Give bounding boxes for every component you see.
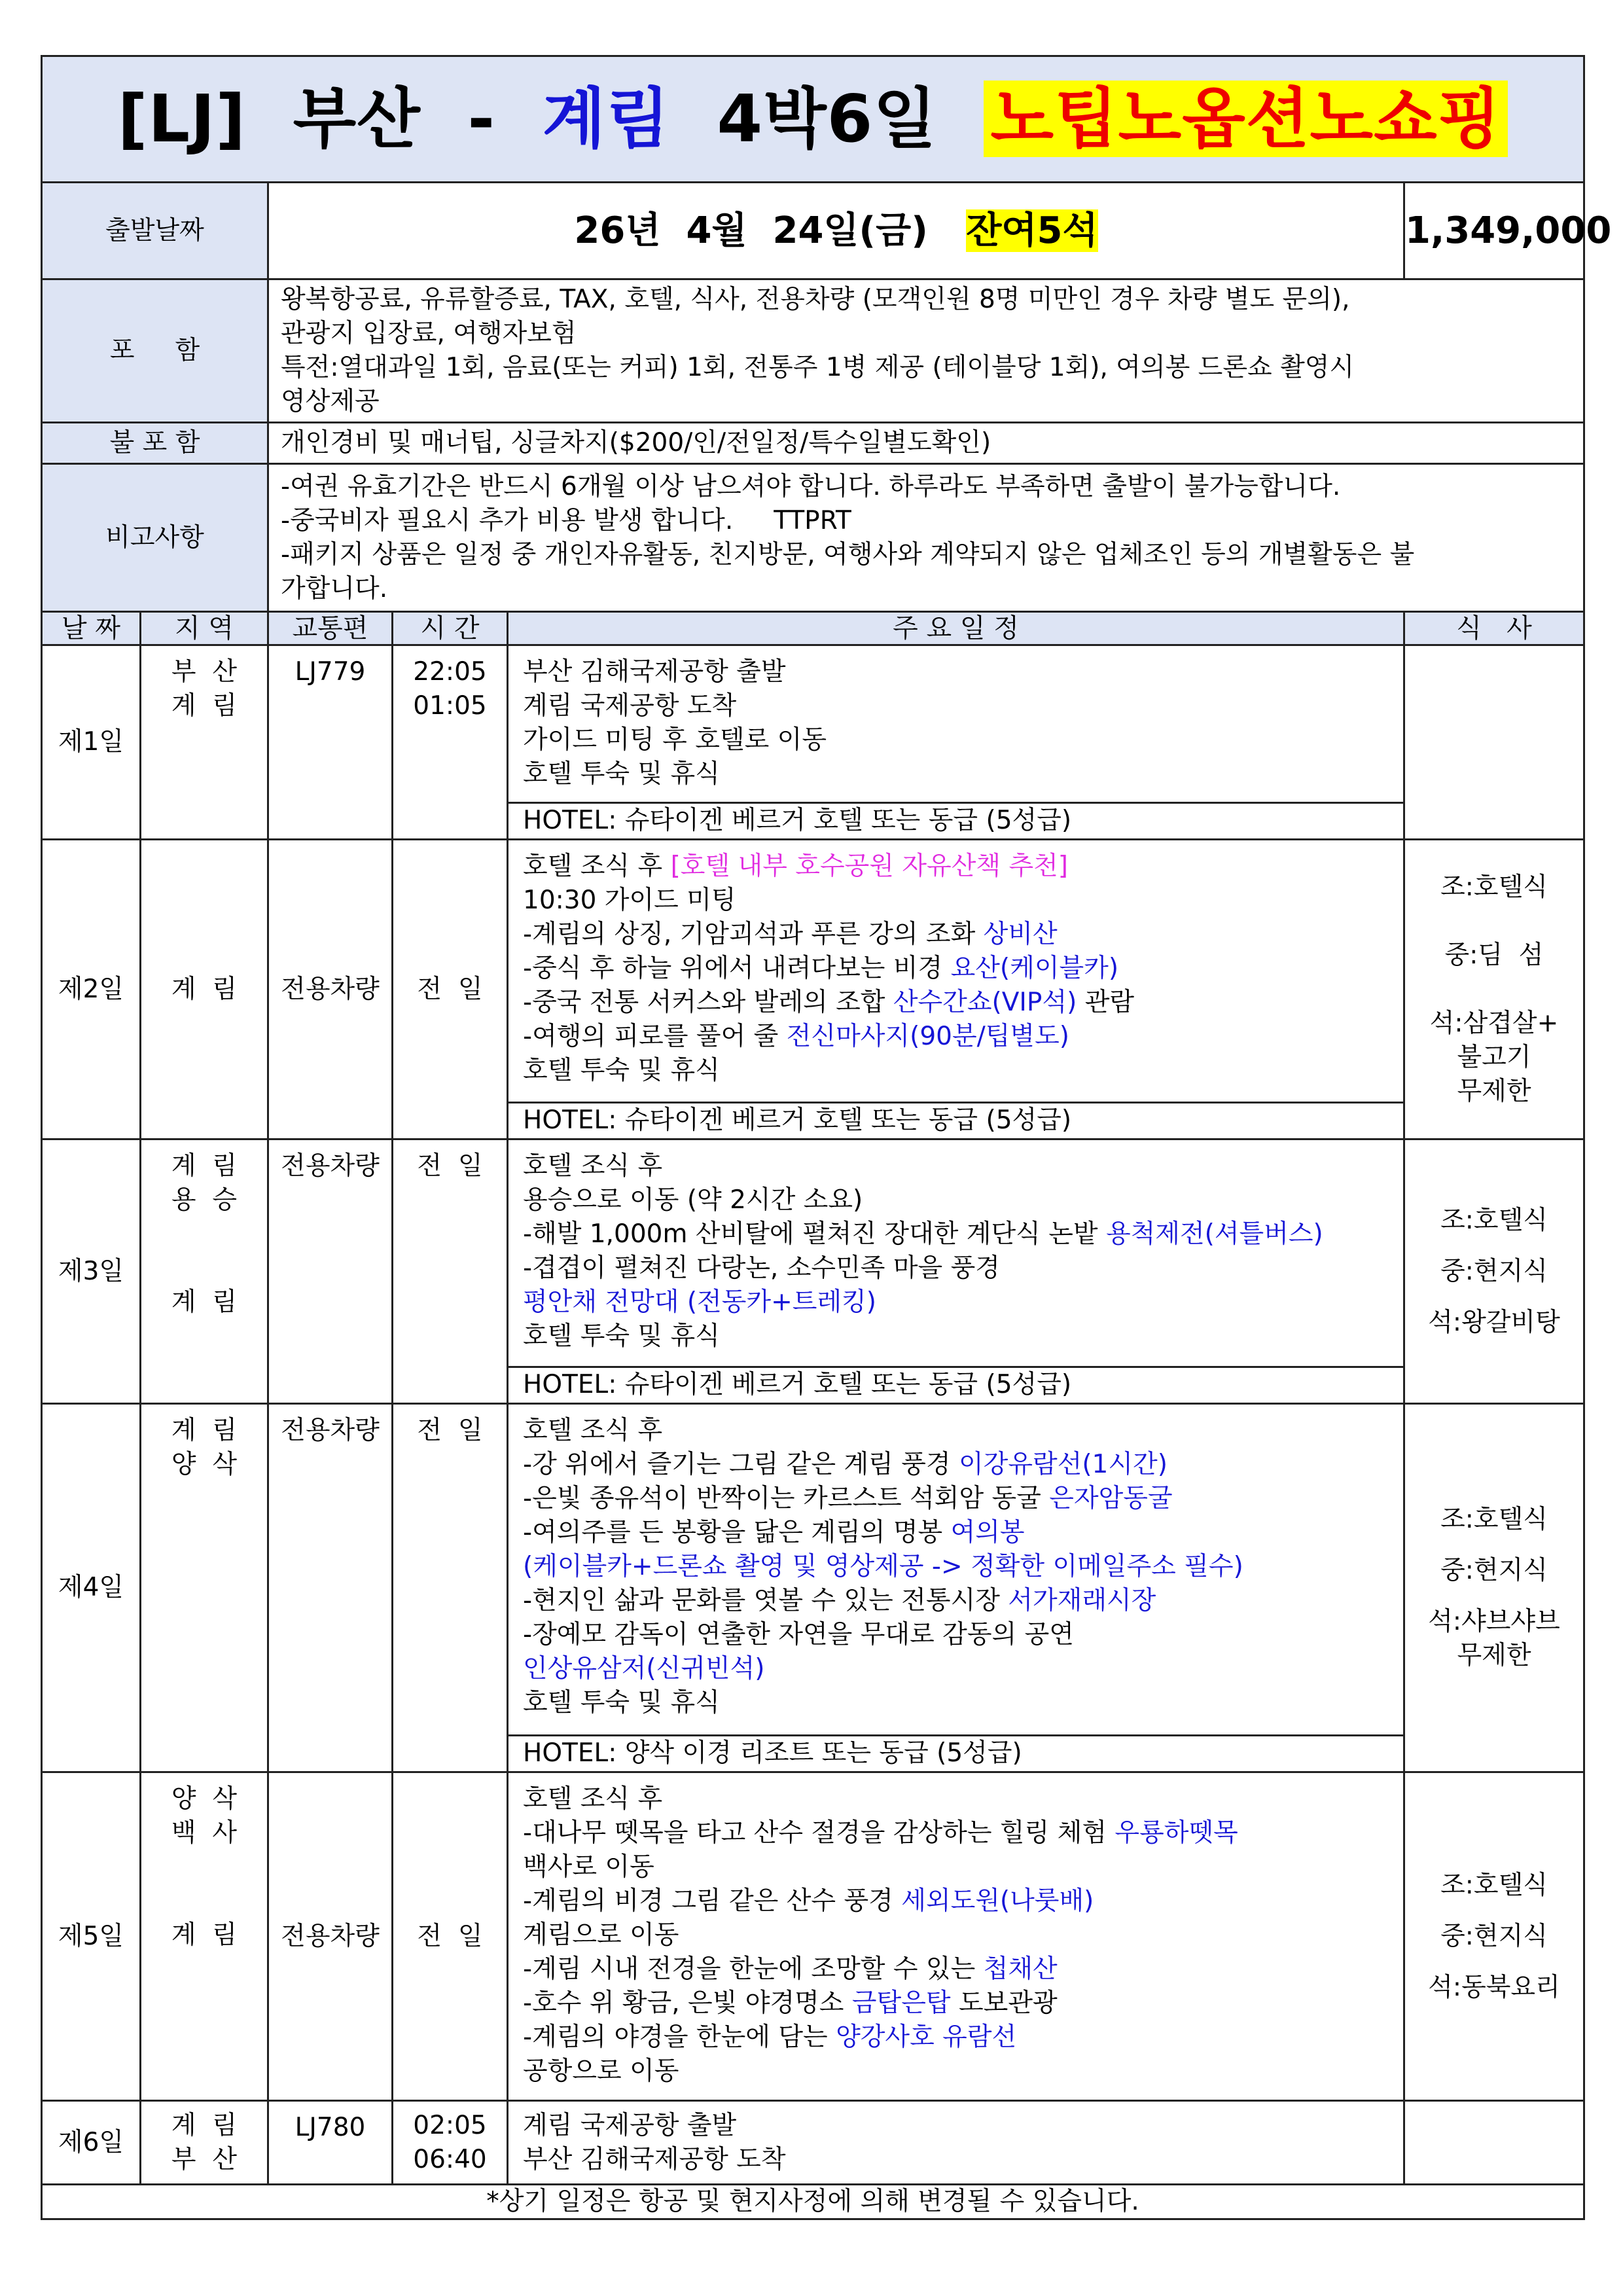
- schedule-line: 계림으로 이동: [523, 1920, 679, 1950]
- region-name: 계 림: [171, 1287, 238, 1317]
- time-value: 전 일: [393, 1139, 508, 1404]
- schedule-highlight: [호텔 내부 호수공원 자유산책 추천]: [670, 852, 1069, 881]
- schedule-line: 계림 국제공항 도착: [523, 691, 737, 721]
- schedule-text: -중식 후 하늘 위에서 내려다보는 비경: [523, 954, 951, 983]
- time-value: 전 일: [393, 1772, 508, 2101]
- meal-breakfast: 조:호텔식: [1440, 1505, 1548, 1534]
- included-line: 관광지 입장료, 여행자보험: [281, 319, 577, 348]
- region-cell: [141, 1139, 268, 1404]
- day-label: 제6일: [42, 2101, 141, 2185]
- schedule-cell: [508, 645, 1404, 840]
- included-line: 영상제공: [281, 387, 380, 416]
- region-name: 양 삭: [171, 1450, 238, 1479]
- day-label: 제4일: [42, 1404, 141, 1772]
- schedule-line: 가이드 미팅 후 호텔로 이동: [523, 725, 827, 755]
- region-name: 계 림: [171, 2110, 238, 2140]
- itinerary-sheet: [41, 55, 1612, 2237]
- schedule-text: 관람: [1077, 988, 1135, 1017]
- meal-cell: [1404, 840, 1584, 1139]
- schedule-cell: [508, 2101, 1404, 2185]
- excluded-label: 불 포 함: [42, 423, 268, 464]
- schedule-line: 호텔 조식 후: [523, 1784, 663, 1814]
- remarks-line: -여권 유효기간은 반드시 6개월 이상 남으셔야 합니다. 하루라도 부족하면 출발이 불가능합니다.: [281, 471, 1341, 501]
- schedule-line: 용승으로 이동 (약 2시간 소요): [523, 1185, 863, 1215]
- schedule-text: -현지인 삶과 문화를 엿볼 수 있는 전통시장: [523, 1586, 1008, 1615]
- meal-lunch: 중:현지식: [1440, 1256, 1548, 1286]
- day-row: [42, 840, 1584, 1139]
- schedule-highlight: 이강유람선(1시간): [958, 1450, 1168, 1479]
- schedule-highlight: 상비산: [983, 920, 1058, 949]
- region-name: 계 림: [171, 1151, 238, 1181]
- meal-dinner: 석:왕갈비탕: [1428, 1307, 1560, 1337]
- remarks-line: -패키지 상품은 일정 중 개인자유활동, 친지방문, 여행사와 계약되지 않은 업체조인 등의 개별활동은 불: [281, 539, 1415, 569]
- region-cell: [141, 2101, 268, 2185]
- region-name: 백 사: [171, 1818, 238, 1848]
- region-name: 부 산: [171, 2144, 238, 2174]
- schedule-line: [523, 1217, 1389, 1251]
- title-middle: 4박6일: [669, 81, 984, 157]
- time-value: 22:05: [413, 657, 487, 687]
- meal-breakfast: 조:호텔식: [1440, 1205, 1548, 1235]
- meal-dinner-line: 무제한: [1457, 1641, 1531, 1670]
- day-label: 제1일: [42, 645, 141, 840]
- schedule-text: -여의주를 든 봉황을 닮은 계림의 명봉: [523, 1518, 951, 1547]
- title-highlight: 노팁노옵션노쇼핑: [984, 81, 1508, 157]
- schedule-text: -대나무 뗏목을 타고 산수 절경을 감상하는 힐링 체험: [523, 1818, 1115, 1848]
- remarks-line: -중국비자 필요시 추가 비용 발생 합니다. TTPRT: [281, 505, 851, 535]
- transport: 전용차량: [268, 1404, 393, 1772]
- meal-lunch: 중:현지식: [1440, 1921, 1548, 1951]
- remarks-content: [268, 464, 1584, 612]
- meal-cell: [1404, 2101, 1584, 2185]
- meal-breakfast: 조:호텔식: [1440, 1870, 1548, 1900]
- schedule-line: [523, 1816, 1389, 1850]
- seats-badge: 잔여5석: [966, 209, 1098, 252]
- schedule-text: -호수 위 황금, 은빛 야경명소: [523, 1988, 852, 2018]
- excluded-content: 개인경비 및 매너팁, 싱글차지($200/인/전일정/특수일별도확인): [268, 423, 1584, 464]
- schedule-line: [523, 986, 1389, 1020]
- meal-cell: [1404, 1772, 1584, 2101]
- schedule-line: 호텔 투숙 및 휴식: [523, 759, 720, 789]
- schedule-line: 호텔 투숙 및 휴식: [523, 1056, 720, 1085]
- time-value: 02:05: [413, 2110, 487, 2140]
- header-schedule: 주 요 일 정: [508, 612, 1404, 645]
- day-label: 제5일: [42, 1772, 141, 2101]
- schedule-text: -계림 시내 전경을 한눈에 조망할 수 있는: [523, 1954, 984, 1984]
- time-cell: [393, 645, 508, 840]
- meal-dinner: 석:동북요리: [1428, 1972, 1560, 2002]
- region-name: 용 승: [171, 1185, 238, 1215]
- meal-cell: [1404, 645, 1584, 840]
- header-day: 날 짜: [42, 612, 141, 645]
- schedule-text: -해발 1,000m 산비탈에 펼쳐진 장대한 계단식 논밭: [523, 1219, 1106, 1249]
- meal-breakfast: 조:호텔식: [1440, 872, 1548, 902]
- schedule-line: 호텔 조식 후: [523, 1416, 663, 1445]
- schedule-highlight: 금탑은탑: [851, 1988, 951, 2018]
- included-content: [268, 279, 1584, 423]
- schedule-highlight: 양강사호 유람선: [836, 2022, 1017, 2052]
- schedule-highlight: 전신마사지(90분/팁별도): [786, 1022, 1069, 1051]
- schedule-line: [523, 2020, 1389, 2054]
- schedule-line: 부산 김해국제공항 출발: [523, 657, 786, 687]
- transport: 전용차량: [268, 1139, 393, 1404]
- region-name: 양 삭: [171, 1784, 238, 1814]
- schedule-line: [523, 1020, 1389, 1054]
- schedule-line: [523, 1448, 1389, 1482]
- schedule-highlight: 세외도원(나룻배): [901, 1886, 1094, 1916]
- header-region: 지 역: [141, 612, 268, 645]
- header-meal: 식 사: [1404, 612, 1584, 645]
- departure-label: 출발날짜: [42, 183, 268, 279]
- hotel-line: HOTEL: 양삭 이경 리조트 또는 동급 (5성급): [508, 1734, 1403, 1770]
- meal-dinner-line: 불고기: [1457, 1042, 1531, 1072]
- time-value: 전 일: [393, 840, 508, 1139]
- schedule-cell: [508, 1139, 1404, 1404]
- schedule-line: [523, 918, 1389, 952]
- day-row: [42, 1139, 1584, 1404]
- schedule-highlight: 첩채산: [983, 1954, 1058, 1984]
- header-transport: 교통편: [268, 612, 393, 645]
- schedule-highlight: 여의봉: [950, 1518, 1025, 1547]
- schedule-cell: [508, 1772, 1404, 2101]
- itinerary-table: [41, 55, 1612, 2220]
- day-label: 제2일: [42, 840, 141, 1139]
- schedule-highlight: 은자암동굴: [1049, 1484, 1173, 1513]
- title-prefix: [LJ] 부산 -: [117, 81, 543, 157]
- hotel-line: HOTEL: 슈타이겐 베르거 호텔 또는 동급 (5성급): [508, 802, 1403, 838]
- time-value: 전 일: [393, 1404, 508, 1772]
- schedule-line: -장예모 감독이 연출한 자연을 무대로 감동의 공연: [523, 1620, 1074, 1649]
- schedule-line: [523, 1516, 1389, 1550]
- footer-note: *상기 일정은 항공 및 현지사정에 의해 변경될 수 있습니다.: [42, 2185, 1584, 2219]
- schedule-header-row: [42, 612, 1584, 645]
- transport: 전용차량: [268, 1772, 393, 2101]
- schedule-cell: [508, 840, 1404, 1139]
- schedule-line: [523, 1584, 1389, 1618]
- schedule-line: [523, 952, 1389, 986]
- title-city: 계림: [542, 81, 670, 157]
- schedule-highlight: 우룡하뗏목: [1115, 1818, 1238, 1848]
- schedule-line: 부산 김해국제공항 도착: [523, 2144, 786, 2174]
- remarks-line: 가합니다.: [281, 573, 388, 603]
- day-row: [42, 1772, 1584, 2101]
- meal-lunch: 중:딤 섬: [1444, 940, 1544, 970]
- schedule-text: -계림의 비경 그림 같은 산수 풍경: [523, 1886, 902, 1916]
- day-row: [42, 645, 1584, 840]
- schedule-highlight: 인상유삼저(신귀빈석): [523, 1654, 765, 1683]
- meal-dinner: 석:삼겹살+: [1429, 1008, 1559, 1038]
- region-name: 계 림: [141, 840, 268, 1139]
- region-cell: [141, 1404, 268, 1772]
- region-cell: [141, 645, 268, 840]
- schedule-text: 도보관광: [950, 1988, 1058, 2018]
- price: 1,349,000: [1404, 183, 1584, 279]
- meal-cell: [1404, 1139, 1584, 1404]
- schedule-highlight: (케이블카+드론쇼 촬영 및 영상제공 -> 정확한 이메일주소 필수): [523, 1552, 1243, 1581]
- schedule-text: -중국 전통 서커스와 발레의 조합: [523, 988, 893, 1017]
- schedule-text: -강 위에서 즐기는 그림 같은 계림 풍경: [523, 1450, 959, 1479]
- day-row: [42, 2101, 1584, 2185]
- schedule-highlight: 산수간쇼(VIP석): [893, 988, 1077, 1017]
- schedule-text: 호텔 조식 후: [523, 852, 671, 881]
- schedule-highlight: 서가재래시장: [1008, 1586, 1156, 1615]
- schedule-highlight: 요산(케이블카): [950, 954, 1119, 983]
- page-title: [42, 56, 1584, 183]
- hotel-line: HOTEL: 슈타이겐 베르거 호텔 또는 동급 (5성급): [508, 1102, 1403, 1138]
- meal-lunch: 중:현지식: [1440, 1556, 1548, 1585]
- included-label: 포 함: [42, 279, 268, 423]
- meal-dinner-line: 무제한: [1457, 1076, 1531, 1106]
- schedule-line: 10:30 가이드 미팅: [523, 886, 736, 915]
- schedule-text: -계림의 상징, 기암괴석과 푸른 강의 조화: [523, 920, 984, 949]
- time-value: 01:05: [413, 691, 487, 721]
- region-name: 계 림: [171, 1920, 238, 1950]
- schedule-line: [523, 1884, 1389, 1918]
- time-cell: [393, 2101, 508, 2185]
- schedule-line: [523, 1986, 1389, 2020]
- transport: LJ779: [268, 645, 393, 840]
- included-line: 특전:열대과일 1회, 음료(또는 커피) 1회, 전통주 1병 제공 (테이블당 1회), 여의봉 드론쇼 촬영시: [281, 353, 1355, 382]
- departure-date-cell: [268, 183, 1404, 279]
- schedule-line: 호텔 투숙 및 휴식: [523, 1321, 720, 1351]
- schedule-text: -은빛 종유석이 반짝이는 카르스트 석회암 동굴: [523, 1484, 1050, 1513]
- hotel-line: HOTEL: 슈타이겐 베르거 호텔 또는 동급 (5성급): [508, 1366, 1403, 1402]
- meal-dinner: 석:샤브샤브: [1428, 1607, 1560, 1636]
- time-value: 06:40: [413, 2144, 487, 2174]
- schedule-line: [523, 850, 1389, 884]
- header-time: 시 간: [393, 612, 508, 645]
- departure-date: 26년 4월 24일(금): [574, 209, 928, 252]
- schedule-highlight: 용척제전(셔틀버스): [1105, 1219, 1323, 1249]
- region-name: 부 산: [171, 657, 238, 687]
- transport: 전용차량: [268, 840, 393, 1139]
- schedule-line: -겹겹이 펼쳐진 다랑논, 소수민족 마을 풍경: [523, 1253, 1000, 1283]
- region-cell: [141, 1772, 268, 2101]
- schedule-line: 호텔 투숙 및 휴식: [523, 1688, 720, 1717]
- schedule-text: -계림의 야경을 한눈에 담는: [523, 2022, 836, 2052]
- schedule-text: -여행의 피로를 풀어 줄: [523, 1022, 787, 1051]
- included-line: 왕복항공료, 유류할증료, TAX, 호텔, 식사, 전용차량 (모객인원 8명 미만인 경우 차량 별도 문의),: [281, 285, 1350, 314]
- region-name: 계 림: [171, 691, 238, 721]
- region-name: 계 림: [171, 1416, 238, 1445]
- schedule-line: [523, 1482, 1389, 1516]
- day-label: 제3일: [42, 1139, 141, 1404]
- schedule-line: 백사로 이동: [523, 1852, 654, 1882]
- schedule-line: 호텔 조식 후: [523, 1151, 663, 1181]
- meal-cell: [1404, 1404, 1584, 1772]
- transport: LJ780: [268, 2101, 393, 2185]
- schedule-line: 공항으로 이동: [523, 2056, 679, 2086]
- day-row: [42, 1404, 1584, 1772]
- remarks-label: 비고사항: [42, 464, 268, 612]
- schedule-line: [523, 1952, 1389, 1986]
- schedule-line: 계림 국제공항 출발: [523, 2110, 737, 2140]
- schedule-highlight: 평안채 전망대 (전동카+트레킹): [523, 1287, 876, 1317]
- schedule-cell: [508, 1404, 1404, 1772]
